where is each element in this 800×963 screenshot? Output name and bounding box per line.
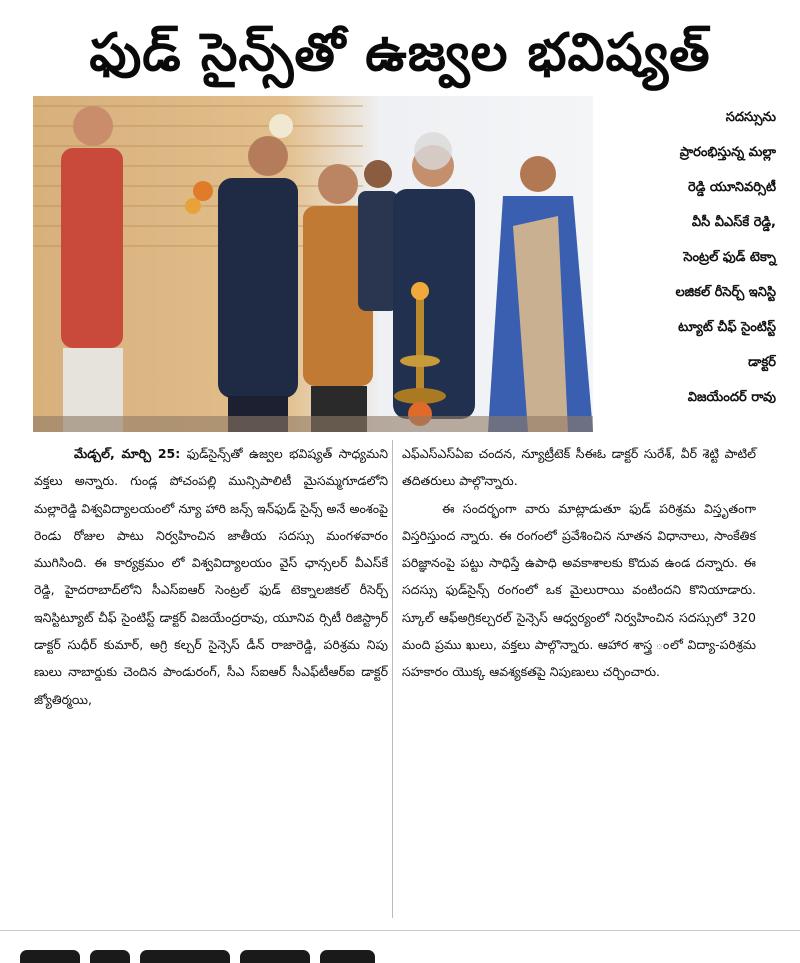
body-paragraph: ఈ సందర్భంగా వారు మాట్లాడుతూ ఫుడ్ పరిశ్రమ విస్తృతంగా విస్తరిస్తుంద న్నారు. ఈ రంగంలో ప్రవేశించిన నూతన విధానాలు, సాంకేతిక పరిజ్ఞానంపై పట్టు సాధిస్తే ఉపాధి అవకాశాలకు కొదువ ఉండ దన్నారు. ఈ సదస్సు ఫుడ్‌సైన్స్ రంగంలో ఒక మైలురాయి వంటిందని కొనియాడారు. స్కూల్ ఆఫ్‌అగ్రికల్చరల్ సైన్సెస్ ఆధ్వర్యంలో నిర్వహించిన సదస్సులో 320 మంది ప్రము ఖులు, వక్తలు పాల్గొన్నారు. ఆహార శాస్త్ర ంలో విద్యా-పరిశ్రమ సహకారం యొక్క ఆవశ్యకతపై నిపుణులు చర్చించారు. xyxy=(402,500,756,680)
page-rule xyxy=(0,930,800,931)
body-text: ఫుడ్‌సైన్స్‌తో ఉజ్వల భవిష్యత్ సాధ్యమని వక్తలు అన్నారు. గుండ్ల పోచంపల్లి మున్సిపాలిటీ మైసమ్మగూడలోని మల్లారెడ్డి విశ్వవిద్యాలయంలో న్యూ హారి జన్స్ ఇన్‌ఫుడ్ సైన్స్ అనే అంశంపై రెండు రోజుల పాటు నిర్వహించిన జాతీయ సదస్సు మంగళవారం ముగిసింది. ఈ కార్యక్రమం లో విశ్వవిద్యాలయం వైస్ ఛాన్సలర్ వీఎస్‌కే రెడ్డి, హైదరాబాద్‌లోని సీఎస్ఐఆర్ సెంట్రల్ ఫుడ్ టెక్నాలజికల్ రీసెర్చ్ ఇనిస్టిట్యూట్ చీఫ్ సైంటిస్ట్ డాక్టర్ విజయేంద్రరావు, యూనివ ర్సిటీ రిజిస్ట్రార్ డాక్టర్ సుధీర్ కుమార్, అగ్రి కల్చర్ సైన్సెస్ డీన్ రాజారెడ్డి, పరిశ్రమ నిపు ణులు నాబార్డుకు చెందిన పాండురంగ్, సీఎ స్ఐఆర్ సీఎఫ్‌టీఆర్ఐ డాక్టర్ జ్యోతిర్మయి, xyxy=(34,446,388,707)
caption-line: లజికల్ రీసెర్చ్ ఇనిస్టి xyxy=(675,285,776,300)
next-article-cutoff xyxy=(20,944,780,963)
caption-line: రెడ్డి యూనివర్సిటీ xyxy=(688,180,776,195)
lamp-lighting-photo xyxy=(33,96,593,432)
column-divider xyxy=(392,440,393,918)
body-paragraph: ఎఫ్ఎస్ఎస్ఏఐ చందన, న్యూట్రీటెక్ సీఈఓ డాక్టర్ సురేశ్, వీర్ శెట్టి పాటిల్ తదితరులు పాల్గొన్నారు. xyxy=(402,446,756,489)
body-column-right xyxy=(402,440,756,686)
caption-line: ట్యూట్ చీఫ్ సైంటిస్ట్ xyxy=(678,320,776,335)
body-paragraph xyxy=(34,440,388,713)
caption-line: సదస్సును xyxy=(725,110,776,125)
photo-caption xyxy=(593,100,776,405)
event-photo xyxy=(33,96,593,432)
headline: ఫుడ్ సైన్స్‌తో ఉజ్వల భవిష్యత్ xyxy=(89,23,711,83)
caption-line: ప్రారంభిస్తున్న మల్లా xyxy=(679,145,776,160)
caption-line: విజయేందర్ రావు xyxy=(687,390,776,405)
caption-line: డాక్టర్ xyxy=(748,355,776,370)
dateline: మేడ్చల్, మార్చి 25: xyxy=(74,446,181,461)
caption-line: వీసీ వీఎస్‌కే రెడ్డి, xyxy=(691,215,776,230)
caption-line: సెంట్రల్ ఫుడ్ టెక్నా xyxy=(683,250,776,265)
body-column-left xyxy=(34,440,388,713)
